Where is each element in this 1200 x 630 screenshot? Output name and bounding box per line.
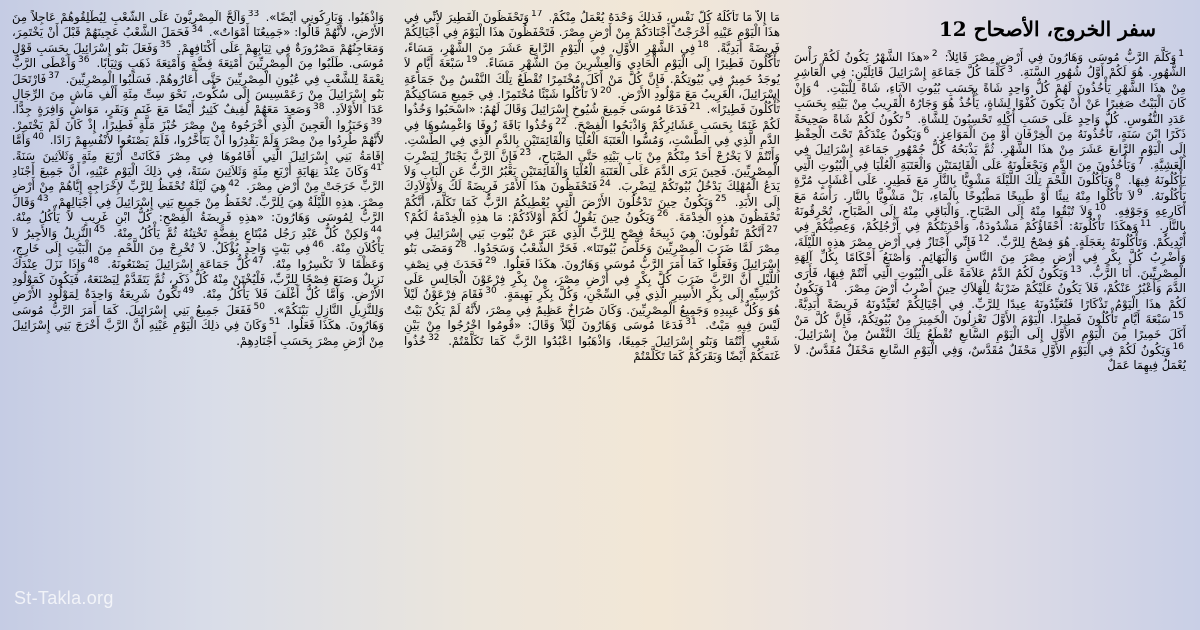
verse-number: 26 xyxy=(656,209,669,220)
verse-number: 14 xyxy=(825,280,838,291)
verse-number: 23 xyxy=(519,147,532,158)
verse-text: فَقَامَ فِرْعَوْنُ لَيْلاً هُوَ وَكُلُّ عَبِيدِهِ وَجَمِيعُ الْمِصْرِيِّينَ. وَكَانَ صُرَاخٌ عَظِيمٌ فِي مِصْرَ، لأَنَّهُ لَمْ يَكُنْ بَيْتٌ لَيْسَ فِيهِ مَيْتٌ. xyxy=(404,287,780,333)
verse xyxy=(12,118,384,147)
verse-number: 10 xyxy=(1094,203,1107,214)
verse-text: هِيَ لَيْلَةٌ تُحْفَظُ لِلرَّبِّ لإِخْرَاجِهِ إِيَّاهُمْ مِنْ أَرْضِ مِصْرَ. هذِهِ اللَّيْلَةُ هِيَ لِلرَّبِّ. تُحْفَظُ مِنْ جَمِيعِ بَنِي إِسْرَائِيلَ فِي أَجْيَالِهِمْ. xyxy=(12,179,384,209)
verse-number: 48 xyxy=(87,255,100,266)
verse-number: 31 xyxy=(685,317,697,328)
verse-text: وَيَكُونُ عِنْدَكُمْ تَحْتَ الْحِفْظِ إِلَى الْيَوْمِ الرَّابعَ عَشَرَ مِنْ هذَا الشَّهْرِ. ثُمَّ يَذْبَحُهُ كُلُّ جُمْهُورِ جَمَاعَةِ إِسْرَائِيلَ فِي الْعَشِيَّةِ. xyxy=(794,127,1186,172)
verse-number: 15 xyxy=(1172,311,1184,322)
verse-number: 22 xyxy=(555,116,567,127)
verse-text: وَيَكُونُ حِينَ تَدْخُلُونَ الأَرْضَ الَّتِي يُعْطِيكُمُ الرَّبُّ كَمَا تَكَلَّمَ، أَنَّكُمْ تَحْفَظُونَ هذِهِ الْخِدْمَةَ. xyxy=(404,194,780,225)
verse-text: فَارْتَحَلَ بَنُو إِسْرَائِيلَ مِنْ رَعَمْسِيسَ إِلَى سُكُّوتَ، نَحْوَ سِتِّ مِئَةِ أَلْفِ مَاشٍ مِنَ الرِّجَالِ عَدَا الأَوْلاَدِ. xyxy=(12,71,384,117)
verse-text: وَيَأْكُلُونَ اللَّحْمَ تِلْكَ اللَّيْلَةَ مَشْوِيًّا بِالنَّارِ مَعَ فَطِيرٍ. عَلَى أَعْشَابٍ مُرَّةٍ يَأْكُلُونَهُ. xyxy=(794,173,1186,203)
verse-number: 24 xyxy=(599,178,611,189)
verse-number: 37 xyxy=(48,70,60,81)
verse-number: 2 xyxy=(931,49,938,60)
verse-text: خُذُوا غَنَمَكُمْ أَيْضًا وَبَقَرَكُمْ كَمَا تَكَلَّمْتُمْ xyxy=(404,333,780,363)
verse-number: 33 xyxy=(247,10,260,20)
verse-text: فَإِنِّي أَجْتَازُ فِي أَرْضِ مِصْرَ هذِهِ اللَّيْلَةَ، وَأَضْرِبُ كُلَّ بِكْرٍ فِي أَرْضِ مِصْرَ مِنَ النَّاسِ وَالْبَهَائِمِ. وَأَصْنَعُ أَحْكَامًا بِكُلِّ آلِهَةِ الْمِصْرِيِّينَ. أَنَا الرَّبُّ. xyxy=(794,234,1186,280)
verse-text: سَبْعَةَ أَيَّامٍ لاَ يُوجَدُ خَمِيرٌ فِي بُيُوتِكُمْ. فَإِنَّ كُلَّ مَنْ أَكَلَ مُخْتَمِرًا تُقْطَعُ تِلْكَ النَّفْسُ مِنْ جَمَاعَةِ إِسْرَائِيلَ، الْغَرِيبُ مَعَ مَوْلُودِ الأَرْضِ. xyxy=(404,56,780,102)
verse-text: وَاذْهَبُوا. وَبَارِكُونِي أَيْضًا». xyxy=(265,10,384,24)
verse-text: وَكَلَّمَ الرَّبُّ مُوسَى وَهَارُونَ فِي أَرْضِ مِصْرَ قَائِلاً: xyxy=(944,50,1177,64)
verse-text: وَلاَ تُبْقُوا مِنْهُ إِلَى الصَّبَاحِ. وَالْبَاقِي مِنْهُ إِلَى الصَّبَاحِ، تُحْرِقُونَهُ بِالنَّارِ. xyxy=(794,204,1186,234)
verse-text: فَدَعَا مُوسَى وَهَارُونَ لَيْلاً وَقَالَ: «قُومُوا اخْرُجُوا مِنْ بَيْنِ شَعْبِي أَنْتُمَا وَبَنُو إِسْرَائِيلَ جَمِيعًا، وَاذْهَبُوا اعْبُدُوا الرَّبَّ كَمَا تَكَلَّمْتُمْ. xyxy=(404,318,780,348)
verse-number: 13 xyxy=(1070,264,1082,275)
verse-text: كُلُّ جَمَاعَةِ إِسْرَائِيلَ يَصْنَعُونَهُ. xyxy=(107,256,251,271)
text-column-3 xyxy=(12,10,384,620)
verse-number: 39 xyxy=(370,116,382,127)
verse-number: 16 xyxy=(1172,341,1184,352)
verse-number: 40 xyxy=(32,132,45,143)
verse-number: 41 xyxy=(370,163,382,174)
verse-number: 5 xyxy=(905,110,911,121)
verse-text: أَنَّكُمْ تَقُولُونَ: هِيَ ذَبِيحَةُ فِصْحٍ لِلرَّبِّ الَّذِي عَبَرَ عَنْ بُيُوتِ بَنِي إِسْرَائِيلَ فِي مِصْرَ لَمَّا ضَرَبَ الْمِصْرِيِّينَ وَخَلَّصَ بُيُوتَنَا». فَخَرَّ الشَّعْبُ وَسَجَدُوا. xyxy=(404,225,780,256)
verse-number: 47 xyxy=(252,255,264,266)
verse-text: وَإِذَا نَزَلَ عِنْدَكَ نَزِيلٌ وَصَنَعَ فِصْحًا لِلرَّبِّ، فَلْيُخْتَنْ مِنْهُ كُلُّ ذَكَرٍ، ثُمَّ يَتَقَدَّمْ لِيَصْنَعَهُ، فَيَكُونَ كَمَوْلُودِ الأَرْضِ. وَأَمَّا كُلُّ أَغْلَفَ فَلاَ يَأْكُلُ مِنْهُ. xyxy=(12,256,384,302)
verse-text: «هذَا الشَّهْرُ يَكُونُ لَكُمْ رَأْسَ الشُّهُورِ. هُوَ لَكُمْ أَوَّلُ شُهُورِ السَّنَةِ. xyxy=(794,50,1186,80)
verse-text: فَحَدَثَ فِي نِصْفِ اللَّيْلِ أَنَّ الرَّبَّ ضَرَبَ كُلَّ بِكْرٍ فِي أَرْضِ مِصْرَ، مِنْ بِكْرِ فِرْعَوْنَ الْجَالِسِ عَلَى كُرْسِيِّهِ إِلَى بِكْرِ الأَسِيرِ الَّذِي فِي السِّجْنِ، وَكُلَّ بِكْرِ بَهِيمَةٍ. xyxy=(404,256,780,302)
verse xyxy=(107,257,265,271)
verse-text: سَبْعَةَ أَيَّامٍ تَأْكُلُونَ فَطِيرًا. الْيَوْمَ الأَوَّلَ تَعْزِلُونَ الْخَمِيرَ مِنْ بُيُوتِكُمْ، فَإِنَّ كُلَّ مَنْ أَكَلَ خَمِيرًا مِنَ الْيَوْمِ الأَوَّلِ إِلَى الْيَوْمِ السَّابعِ تُقْطَعُ تِلْكَ النَّفْسُ مِنْ إِسْرَائِيلَ. xyxy=(794,311,1186,342)
verse xyxy=(549,10,781,24)
verse-text: وَقَالَ الرَّبُّ لِمُوسَى وَهَارُونَ: «هذِهِ فَرِيضَةُ الْفِصْحِ: كُلُّ ابْنِ غَرِيبٍ لاَ يَأْكُلُ مِنْهُ. xyxy=(12,194,384,225)
verse-number: 17 xyxy=(531,10,543,20)
verse xyxy=(12,102,326,116)
verse-text: وَيَأْخُذُونَ مِنَ الدَّمِ وَيَجْعَلُونَهُ عَلَى الْقَائِمَتَيْنِ وَالْعَتَبَةِ الْعُلْيَا فِي الْبُيُوتِ الَّتِي يَأْكُلُونَهُ فِيهَا. xyxy=(794,157,1186,188)
verse-number: 19 xyxy=(465,55,478,66)
verse-list xyxy=(794,50,1186,374)
verse-text: وَيَكُونُ لَكُمْ هذَا الْيَوْمُ تَذْكَارًا فَتُعَيِّدُونَهُ عِيدًا لِلرَّبِّ. فِي أَجْيَالِكُمْ تُعَيِّدُونَهُ فَرِيضَةً أَبَدِيَّةً. xyxy=(794,281,1186,311)
verse-number: 36 xyxy=(78,55,90,66)
verse-text: وَيَكُونُ حِينَ يَقُولُ لَكُمْ أَوْلاَدُكُمْ: مَا هذِهِ الْخِدْمَةُ لَكُمْ؟ xyxy=(404,210,655,225)
verse-text: تَكُونُ لَكُمْ شَاةً صَحِيحَةً ذَكَرًا ابْنَ سَنَةٍ، تَأْخُذُونَهُ مِنَ الْخِرْفَانِ أَوْ مِنَ الْمَوَاعِزِ. xyxy=(794,111,1186,142)
verse-text: وَيَكُونُ لَكُمْ فِي الْيَوْمِ الأَوَّلِ مَحْفَلٌ مُقَدَّسٌ، وَفِي الْيَوْمِ السَّابعِ مَحْفَلٌ مُقَدَّسٌ. لاَ يُعْمَلُ فِيهِمَا عَمَلٌ xyxy=(794,342,1186,373)
verse-text: وَفَعَلَ بَنُو إِسْرَائِيلَ بِحَسَبِ قَوْلِ مُوسَى. طَلَبُوا مِنَ الْمِصْرِيِّينَ أَمْتِعَةَ فِضَّةٍ وَأَمْتِعَةَ ذَهَبٍ وَثِيَابًا. xyxy=(12,40,384,71)
verse-text: مَا إِلاَّ مَا تَأْكُلُهُ كُلُّ نَفْسٍ، فَذلِكَ وَحْدَهُ يُعْمَلُ مِنْكُمْ. xyxy=(548,10,780,24)
verse-list xyxy=(12,10,384,349)
verse-number: 4 xyxy=(813,79,820,90)
verse-number: 25 xyxy=(715,194,727,205)
verse xyxy=(794,343,1186,372)
verse-text: وَأَلَحَّ الْمِصْرِيُّونَ عَلَى الشَّعْبِ لِيُطْلِقُوهُمْ عَاجِلاً مِنَ الأَرْضِ، لأَنَّهُمْ قَالُوا: «جَمِيعُنَا أَمْوَاتٌ». xyxy=(12,10,384,40)
verse-text: وَإِنْ كَانَ الْبَيْتُ صَغِيرًا عَنْ أَنْ يَكُونَ كُفْوًا لِشَاةٍ، يَأْخُذُ هُوَ وَجَارُهُ الْقَرِيبُ مِنْ بَيْتِهِ بِحَسَبِ عَدَدِ النُّفُوسِ. كُلُّ وَاحِدٍ عَلَى حَسَبِ أُكْلِهِ تَحْسِبُونَ لِلشَّاةِ. xyxy=(794,80,1186,126)
verse-number: 43 xyxy=(37,194,49,205)
verse-text: وَخُذُوا بَاقَةَ زُوفَا وَاغْمِسُوهَا فِي الدَّمِ الَّذِي فِي الطَّسْتِ، وَمُسُّوا الْعَتَبَةَ الْعُلْيَا وَالْقَائِمَتَيْنِ بِالدَّمِ الَّذِي فِي الطَّسْتِ. وَأَنْتُمْ لاَ يَخْرُجْ أَحَدٌ مِنْكُمْ مِنْ بَابِ بَيْتِهِ حَتَّى الصَّبَاحِ، xyxy=(404,117,780,163)
verse-text: وَهكَذَا تَأْكُلُونَهُ: أَحْقَاؤُكُمْ مَشْدُودَةٌ، وَأَحْذِيَتُكُمْ فِي أَرْجُلِكُمْ، وَعِصِيُّكُمْ فِي أَيْدِيكُمْ. وَتَأْكُلُونَهُ بِعَجَلَةٍ. هُوَ فِصْحٌ لِلرَّبِّ. xyxy=(794,219,1186,249)
verse-text: وَأَمَّا إِقَامَةُ بَنِي إِسْرَائِيلَ الَّتِي أَقَامُوهَا فِي مِصْرَ فَكَانَتْ أَرْبَعَ مِئَةٍ وَثَلاَثِينَ سَنَةً. xyxy=(12,133,384,163)
verse-text: وَكَانَ فِي ذلِكَ الْيَوْمِ عَيْنِهِ أَنَّ الرَّبَّ أَخْرَجَ بَنِي إِسْرَائِيلَ مِنْ أَرْضِ مِصْرَ بِحَسَبِ أَجْنَادِهِمْ. xyxy=(12,318,384,348)
verse-number: 18 xyxy=(697,39,709,50)
verse-text: وَخَبَزُوا الْعَجِينَ الَّذِي أَخْرَجُوهُ مِنْ مِصْرَ خُبْزَ مَلَّةٍ فَطِيرًا، إِذْ كَانَ لَمْ يَخْتَمِرْ. لأَنَّهُمْ طُرِدُوا مِنْ مِصْرَ وَلَمْ يَقْدِرُوا أَنْ يَتَأَخَّرُوا، فَلَمْ يَصْنَعُوا لأَنْفُسِهِمْ زَادًا. xyxy=(12,117,384,148)
text-column-1 xyxy=(794,10,1186,620)
verse-text: وَيَكُونُ لَكُمُ الدَّمُ عَلاَمَةً عَلَى الْبُيُوتِ الَّتِي أَنْتُمْ فِيهَا، فَأَرَى الدَّمَ وَأَعْبُرُ عَنْكُمْ، فَلاَ يَكُونُ عَلَيْكُمْ ضَرْبَةٌ لِلْهَلاَكِ حِينَ أَضْرِبُ أَرْضَ مِصْرَ. xyxy=(794,265,1186,296)
verse-number: 49 xyxy=(182,286,195,297)
verse-number: 34 xyxy=(191,24,203,35)
verse-text: وَلكِنْ كُلُّ عَبْدِ رَجُل مُبْتَاعٍ بِفِضَّةٍ تَخْتِنُهُ ثُمَّ يَأْكُلُ مِنْهُ. xyxy=(113,225,369,240)
verse-number: 8 xyxy=(1115,172,1122,183)
verse-text: فِي بَيْتٍ وَاحِدٍ يُؤْكَلُ. لاَ تُخْرِجْ مِنَ اللَّحْمِ مِنَ الْبَيْتِ إِلَى خَارِجٍ، وَعَظْمًا لاَ تَكْسِرُوا مِنْهُ. xyxy=(12,241,384,271)
text-column-2 xyxy=(404,10,780,620)
verse-number: 1 xyxy=(1178,49,1184,60)
verse-number: 9 xyxy=(1136,187,1143,198)
verse-number: 12 xyxy=(978,234,990,245)
verse-number: 42 xyxy=(228,178,240,189)
verse-list xyxy=(404,10,780,364)
verse-number: 45 xyxy=(93,224,106,235)
verse-number: 38 xyxy=(312,101,325,112)
verse-number: 29 xyxy=(485,255,497,266)
verse-text: وَأَعْطَى الرَّبُّ نِعْمَةً لِلشَّعْبِ فِي عُيُونِ الْمِصْرِيِّينَ حَتَّى أَعَارُوهُمْ. فَسَلَبُوا الْمِصْرِيِّينَ. xyxy=(12,56,384,86)
chapter-title: سفر الخروج، الأصحاح 12 xyxy=(938,17,1156,41)
verse xyxy=(404,210,670,224)
site-watermark: St-Takla.org xyxy=(14,588,114,608)
verse-text: النَّزِيلُ وَالأَجِيرُ لاَ يَأْكُلاَنِ مِنْهُ. xyxy=(12,225,384,256)
verse xyxy=(113,226,384,240)
verse-text: فَفَعَلَ جَمِيعُ بَنِي إِسْرَائِيلَ. كَمَا أَمَرَ الرَّبُّ مُوسَى وَهَارُونَ. هكَذَا فَعَلُوا. xyxy=(12,302,384,333)
verse-number: 35 xyxy=(159,39,172,50)
verse xyxy=(266,10,384,24)
verse-number: 7 xyxy=(1137,156,1144,167)
verse-number: 46 xyxy=(312,240,324,251)
verse-text: كَلِّمَا كُلَّ جَمَاعَةِ إِسْرَائِيلَ قَائِلَيْنِ: فِي الْعَاشِرِ مِنْ هذَا الشَّهْرِ يَأْخُذُونَ لَهُمْ كُلُّ وَاحِدٍ شَاةً بِحَسَبِ بُيُوتِ الآبَاءِ، شَاةً لِلْبَيْتِ. xyxy=(794,65,1186,95)
verse-number: 44 xyxy=(370,224,383,235)
verse-number: 20 xyxy=(600,86,612,97)
verse-text: وَصَعِدَ مَعَهُمْ لَفِيفٌ كَثِيرٌ أَيْضًا مَعَ غَنَمٍ وَبَقَرٍ، مَوَاشٍ وَافِرَةٍ جِدًّا. xyxy=(12,102,311,117)
verse xyxy=(945,50,1186,64)
verse-text: وَتَحْفَظُونَ الْفَطِيرَ لأَنِّي فِي هذَا الْيَوْمِ عَيْنِهِ أَخْرَجْتُ أَجْنَادَكُمْ مِنْ أَرْضِ مِصْرَ. فَتَحْفَظُونَ هذَا الْيَوْمَ فِي أَجْيَالِكُمْ فَرِيضَةً أَبَدِيَّةً. xyxy=(404,10,780,55)
verse-text: فَإِنَّ الرَّبَّ يَجْتَازُ لِيَضْرِبَ الْمِصْرِيِّينَ. فَحِينَ يَرَى الدَّمَ عَلَى الْعَتَبَةِ الْعُلْيَا وَالْقَائِمَتَيْنِ يَعْبُرُ الرَّبُّ عَنِ الْبَابِ وَلاَ يَدَعُ الْمُهْلِكَ يَدْخُلُ بُيُوتَكُمْ لِيَضْرِبَ. xyxy=(404,148,780,194)
verse-text: فَحَمَلَ الشَّعْبُ عَجِينَهُمْ قَبْلَ أَنْ يَخْتَمِرَ، وَمَعَاجِنُهُمْ مَصْرُورَةٌ فِي ثِيَابِهِمْ عَلَى أَكْتَافِهِمْ. xyxy=(12,25,384,55)
verse-number: 6 xyxy=(923,126,930,137)
verse-number: 27 xyxy=(766,224,778,235)
verse-number: 50 xyxy=(253,301,265,312)
verse-text: وَكَانَ عِنْدَ نِهَايَةِ أَرْبَعِ مِئَةٍ وَثَلاَثِينَ سَنَةً، فِي ذلِكَ الْيَوْمِ عَيْنِهِ، أَنَّ جَمِيعَ أَجْنَادِ الرَّبِّ خَرَجَتْ مِنْ أَرْضِ مِصْرَ. xyxy=(12,164,384,194)
verse-text: وَمَضَى بَنُو إِسْرَائِيلَ وَفَعَلُوا كَمَا أَمَرَ الرَّبُّ مُوسَى وَهَارُونَ. هكَذَا فَعَلُوا. xyxy=(404,241,780,271)
verse-number: 21 xyxy=(689,101,701,112)
verse-text: فِي الشَّهْرِ الأَوَّلِ، فِي الْيَوْمِ الرَّابعَ عَشَرَ مِنَ الشَّهْرِ، مَسَاءً، تَأْكُلُونَ فَطِيرًا إِلَى الْيَوْمِ الْحَادِي وَالْعِشْرِينَ مِنَ الشَّهْرِ مَسَاءً. xyxy=(404,40,780,71)
verse-text: تَكُونُ شَرِيعَةٌ وَاحِدَةٌ لِمَوْلُودِ الأَرْضِ وَلِلنَّزِيلِ النَّازِلِ بَيْنَكُمْ». xyxy=(12,287,384,317)
verse-number: 32 xyxy=(428,332,440,343)
verse-number: 11 xyxy=(1139,218,1152,229)
verse-number: 3 xyxy=(1007,64,1013,75)
verse xyxy=(794,312,1186,341)
verse-number: 28 xyxy=(455,240,467,251)
verse-text: فَدَعَا مُوسَى جَمِيعَ شُيُوخِ إِسْرَائِيلَ وَقَالَ لَهُمُ: «اسْحَبُوا وَخُذُوا لَكُمْ غَنَمًا بِحَسَبِ عَشَائِرِكُمْ وَاذْبَحُوا الْفِصْحَ. xyxy=(404,102,780,132)
verse-number: 51 xyxy=(268,317,281,328)
verse-text: لاَ تَأْكُلُوا مِنْهُ نِيئًا أَوْ طَبِيخًا مَطْبُوخًا بِالْمَاءِ، بَلْ مَشْوِيًّا بِالنَّارِ. رَأْسَهُ مَعَ أَكَارِعِهِ وَجَوْفِهِ. xyxy=(794,188,1186,219)
verse-number: 30 xyxy=(485,286,497,297)
verse-text: فَتَحْفَظُونَ هذَا الأَمْرَ فَرِيضَةً لَكَ وَلأَوْلاَدِكَ إِلَى الأَبَدِ. xyxy=(404,179,780,209)
verse-text: لاَ تَأْكُلُوا شَيْئًا مُخْتَمِرًا. فِي جَمِيعِ مَسَاكِنِكُمْ تَأْكُلُونَ فَطِيرًا». xyxy=(404,87,780,117)
